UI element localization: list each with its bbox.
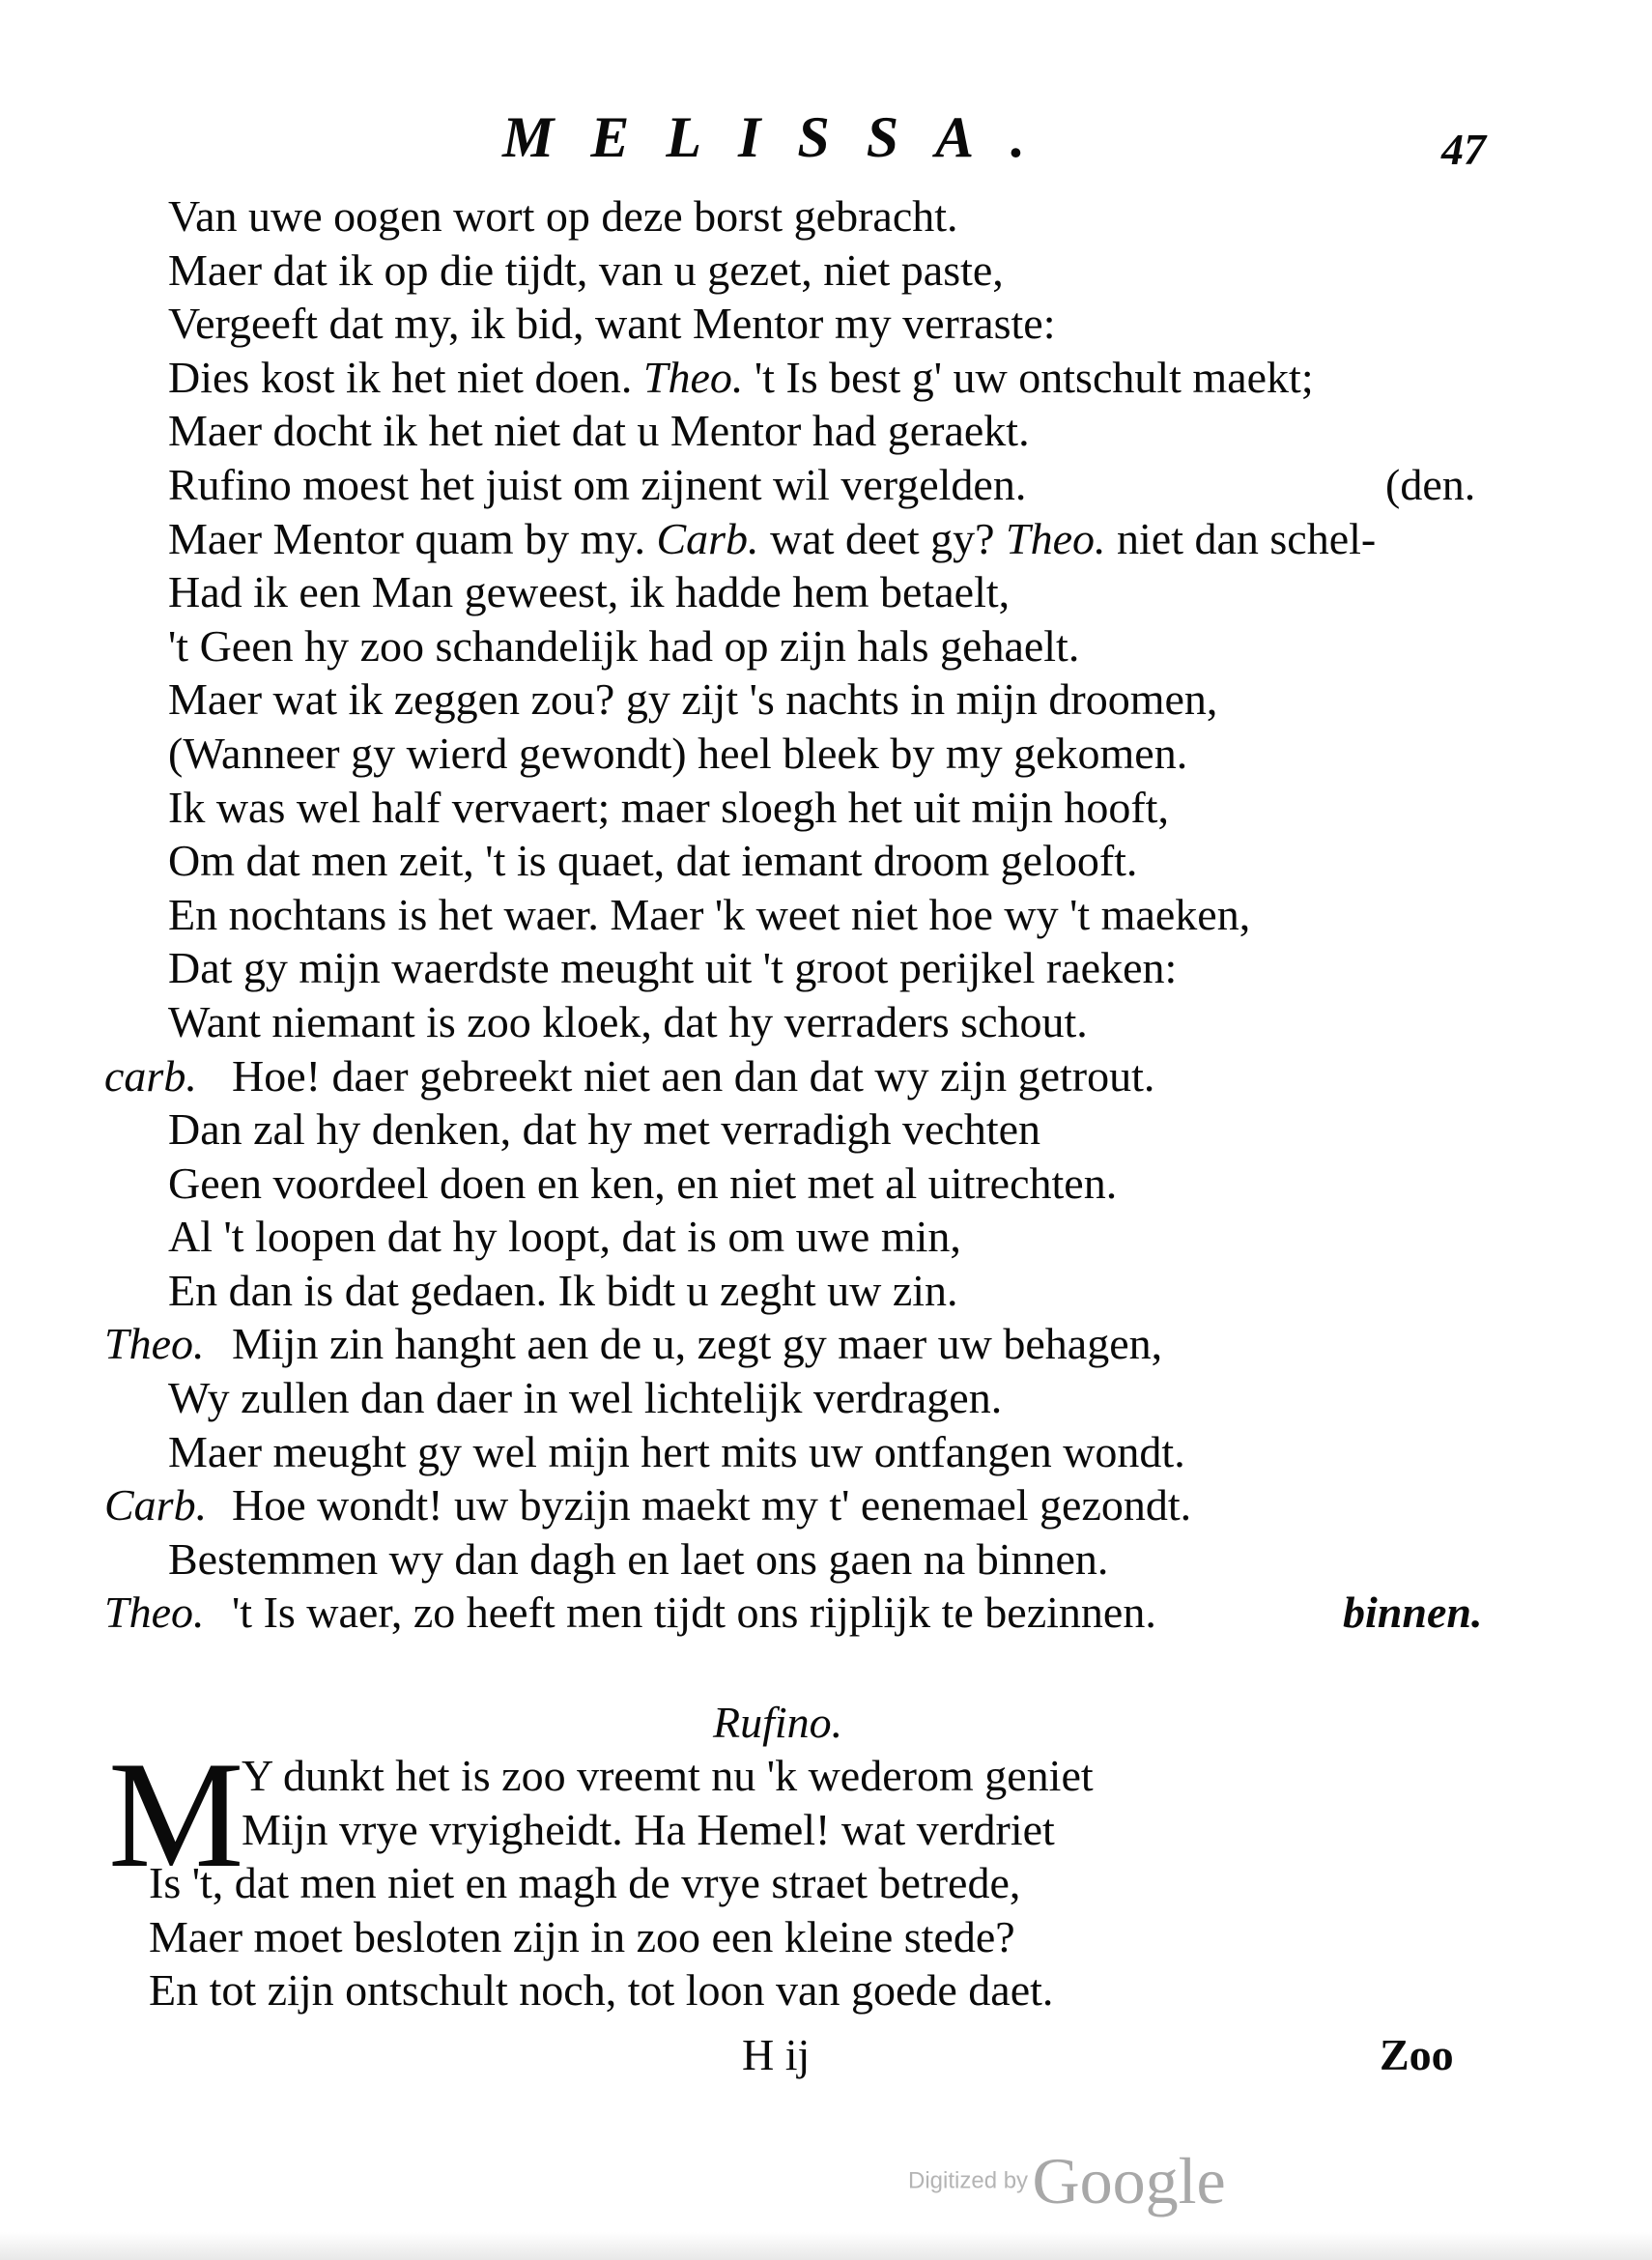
verse-line [0,941,1546,995]
verse-line [0,512,1546,566]
verse-line [0,565,1546,619]
verse-line [0,243,1546,298]
running-head-title: MELISSA. [502,105,1063,169]
verse-line-text: Maer meught gy wel mijn hert mits uw ontfangen wondt. [168,1426,1185,1476]
watermark-prefix: Digitized by [908,2167,1029,2194]
verse-line-text: 't Geen hy zoo schandelijk had op zijn hals gehaelt. [168,620,1080,671]
catchword: Zoo [1380,2030,1454,2079]
verse-line-text: Hoe! daer gebreekt niet aen dan dat wy zijn getrout. [232,1050,1155,1101]
drop-cap-initial: M [108,1731,244,1900]
verse-line-text: Wy zullen dan daer in wel lichtelijk verdragen. [168,1373,1003,1423]
signature-mark: H ij [742,2030,811,2079]
verse-line [0,1264,1546,1318]
verse-line [0,1371,1546,1425]
speaker-label: Carb. [104,1480,208,1531]
margin-note: (den. [1385,459,1476,509]
verse-line-text: Mijn zin hanght aen de u, zegt gy maer uw behagen, [232,1319,1163,1369]
verse-line-text: Is 't, dat men niet en magh de vrye straet betrede, [149,1858,1021,1908]
section-verse-line [0,1910,1546,1964]
verse-line-text: Geen voordeel doen en ken, en niet met al uitrechten. [168,1158,1118,1208]
digitization-watermark [908,2143,1226,2219]
verse-line-text: Al 't loopen dat hy loopt, dat is om uwe min, [168,1212,961,1262]
verse-line-text: Dan zal hy denken, dat hy met verradigh vechten [168,1104,1041,1155]
verse-line-text: Want niemant is zoo kloek, dat hy verraders schout. [168,996,1088,1046]
verse-line-text: En tot zijn ontschult noch, tot loon van goede daet. [149,1965,1054,2016]
verse-line-text: Maer Mentor quam by my. Carb. wat deet gy? Theo. niet dan schel- [168,513,1377,563]
verse-line [0,1317,1546,1371]
speaker-label: Theo. [104,1588,205,1638]
verse-line [0,888,1546,942]
verse-line [0,1478,1546,1532]
verse-line-text: Y dunkt het is zoo vreemt nu 'k wederom geniet [242,1751,1094,1800]
verse-line-text: Maer dat ik op die tijdt, van u gezet, niet paste, [168,244,1004,295]
verse-line-text: Van uwe oogen wort op deze borst gebracht. [168,191,958,241]
verse-line-text: Maer wat ik zeggen zou? gy zijt 's nachts in mijn droomen, [168,674,1218,725]
section-heading: Rufino. [713,1698,843,1747]
verse-line [0,834,1546,888]
page-number: 47 [1441,125,1486,174]
verse-line [0,404,1546,458]
margin-note: binnen. [1343,1588,1483,1638]
verse-line-text: Rufino moest het juist om zijnent wil vergelden. [168,459,1027,509]
verse-line [0,458,1546,512]
speaker-label-inline: Carb. [656,513,759,563]
scan-edge [0,2232,1652,2260]
section-verse-line [0,1856,1546,1910]
section-verse-line [0,1749,1546,1803]
verse-line [0,1210,1546,1264]
verse-line [0,672,1546,727]
verse-line-text: Maer moet besloten zijn in zoo een kleine stede? [149,1911,1015,1961]
speaker-label: Theo. [104,1319,205,1369]
verse-line-text: (Wanneer gy wierd gewondt) heel bleek by my gekomen. [168,728,1188,778]
verse-line-text: 't Is waer, zo heeft men tijdt ons rijplijk te bezinnen. [232,1588,1156,1638]
verse-line [0,297,1546,351]
verse-line [0,781,1546,835]
verse-line [0,619,1546,673]
verse-line-text: Om dat men zeit, 't is quaet, dat iemant droom gelooft. [168,836,1138,886]
verse-line [0,189,1546,243]
verse-line-text: Vergeeft dat my, ik bid, want Mentor my verraste: [168,299,1056,349]
section-verse-block [0,1731,1546,2017]
verse-line [0,1425,1546,1479]
speaker-label: carb. [104,1050,197,1101]
verse-line-text: Ik was wel half vervaert; maer sloegh het uit mijn hooft, [168,782,1169,832]
verse-block [0,189,1546,1640]
verse-line-text: Dies kost ik het niet doen. Theo. 't Is best g' uw ontschult maekt; [168,352,1314,402]
verse-line-text: Hoe wondt! uw byzijn maekt my t' eenemael gezondt. [232,1480,1192,1531]
section-verse-line [0,1803,1546,1857]
watermark-brand: Google [1032,2144,1226,2217]
verse-line [0,351,1546,405]
verse-line [0,1532,1546,1587]
verse-line [0,1102,1546,1157]
verse-line [0,1049,1546,1103]
section-verse-line [0,1963,1546,2017]
verse-line [0,1586,1546,1640]
verse-line-text: Dat gy mijn waerdste meught uit 't groot perijkel raeken: [168,943,1178,993]
verse-line-text: Had ik een Man geweest, ik hadde hem betaelt, [168,567,1011,617]
verse-line-text: Maer docht ik het niet dat u Mentor had geraekt. [168,406,1030,456]
speaker-label-inline: Theo. [1006,513,1106,563]
verse-line [0,1157,1546,1211]
verse-line-text: Bestemmen wy dan dagh en laet ons gaen na binnen. [168,1533,1109,1584]
speaker-label-inline: Theo. [642,352,744,402]
verse-line-text: En nochtans is het waer. Maer 'k weet niet hoe wy 't maeken, [168,889,1251,939]
verse-line-text: En dan is dat gedaen. Ik bidt u zeght uw zin. [168,1265,958,1315]
verse-line [0,727,1546,781]
verse-line [0,995,1546,1049]
verse-line-text: Mijn vrye vryigheidt. Ha Hemel! wat verdriet [242,1804,1055,1854]
